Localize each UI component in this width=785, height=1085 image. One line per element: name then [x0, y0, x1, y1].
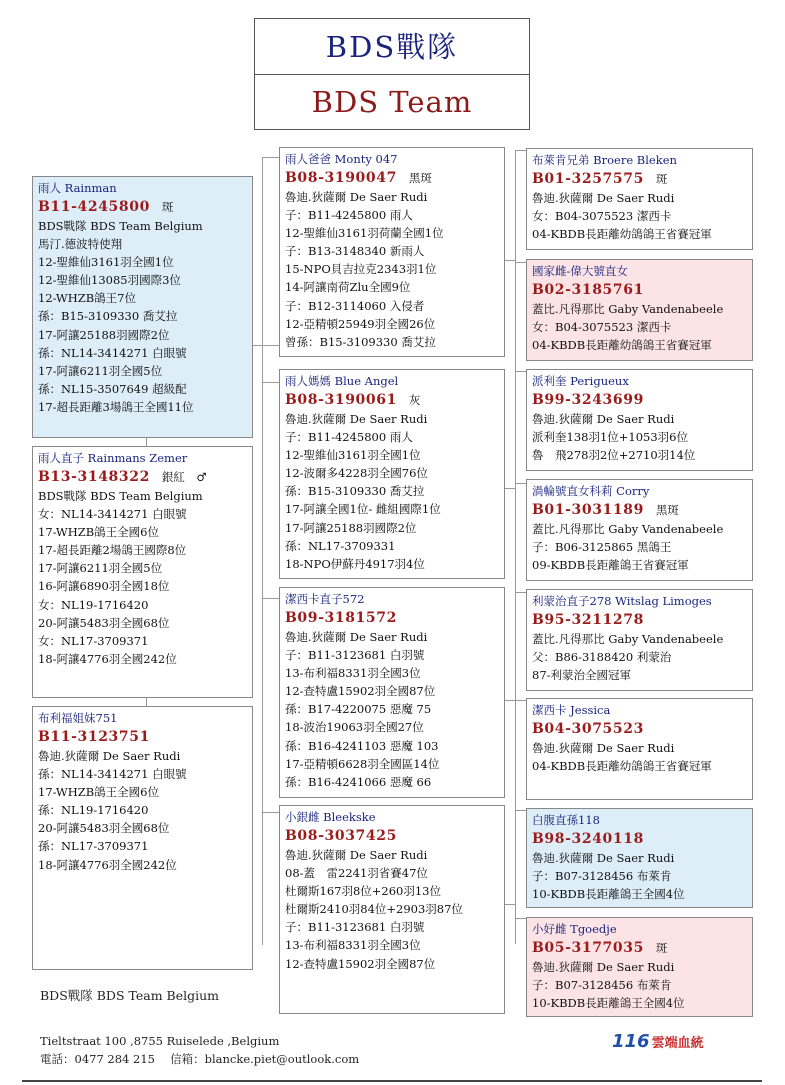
ring-number-row	[38, 197, 247, 217]
ring-number: B05-3177035	[532, 940, 644, 956]
ring-number-row	[532, 280, 747, 300]
pigeon-detail-line: 孫：NL19-1716420	[38, 803, 149, 818]
pigeon-card-grandsire-ss	[526, 148, 753, 250]
pigeon-detail-line: 15-NPO貝吉拉克2343羽1位	[285, 262, 437, 277]
connector-line	[505, 260, 515, 261]
pigeon-detail-line: 子：B12-3114060 入侵者	[285, 298, 425, 313]
pigeon-detail-line: 18-阿讓4776羽全國242位	[38, 651, 177, 666]
connector-line	[515, 371, 526, 372]
pigeon-detail-line: 孫：B16-4241066 惡魔 66	[285, 774, 432, 789]
pigeon-detail-line: 魯迪.狄薩爾 De Saer Rudi	[532, 960, 675, 974]
pigeon-detail-line: 12-亞精頓25949羽全國26位	[285, 316, 436, 331]
pigeon-detail-line: 魯迪.狄薩爾 De Saer Rudi	[38, 749, 181, 763]
pigeon-card-sire	[279, 147, 505, 357]
pigeon-detail-line: 17-阿讓25188羽國際2位	[38, 327, 170, 342]
pigeon-detail-line: 孫：NL17-3709331	[285, 538, 396, 553]
pigeon-card-mate	[279, 587, 505, 798]
pigeon-lines	[532, 520, 747, 574]
pigeon-detail-line: 20-阿讓5483羽全國68位	[38, 821, 170, 836]
pigeon-lines	[38, 487, 247, 668]
ring-number-row	[285, 168, 499, 188]
pigeon-name: 渦輪號直女科莉 Corry	[532, 484, 650, 498]
connector-line	[252, 345, 262, 346]
pigeon-detail-line: 17-阿讓6211羽全國5位	[38, 363, 163, 378]
ring-number: B08-3037425	[285, 828, 397, 844]
pigeon-detail-line: 04-KBDB長距離幼鴿鴿王省賽冠軍	[532, 227, 712, 242]
pigeon-detail-line: 子：B07-3128456 布萊肯	[532, 869, 672, 884]
pigeon-name: 派利奎 Perigueux	[532, 374, 629, 388]
pigeon-detail-line: BDS戰隊 BDS Team Belgium	[38, 489, 203, 503]
pigeon-detail-line: 04-KBDB長距離幼鴿鴿王省賽冠軍	[532, 759, 712, 774]
pigeon-name: 白腹直孫118	[532, 813, 600, 827]
pigeon-lines	[532, 300, 747, 354]
pigeon-detail-line: 孫：B16-4241103 惡魔 103	[285, 738, 439, 753]
pigeon-card-mate-sire	[526, 589, 753, 691]
color: 斑	[161, 200, 174, 214]
pigeon-name: 潔西卡直子572	[285, 592, 365, 606]
color: 灰	[408, 393, 421, 407]
ring-number-row	[532, 829, 747, 849]
pigeon-detail-line: 子：B11-4245800 雨人	[285, 208, 413, 223]
pigeon-detail-line: 魯迪.狄薩爾 De Saer Rudi	[285, 190, 428, 204]
ring-number: B08-3190047	[285, 170, 397, 186]
pigeon-detail-line: 派利奎138羽1位+1053羽6位	[532, 430, 688, 445]
pigeon-detail-line: 17-WHZB鴿王全國6位	[38, 785, 159, 800]
pigeon-detail-line: 04-KBDB長距離幼鴿鴿王省賽冠軍	[532, 338, 712, 353]
pigeon-detail-line: 08-蓋 雷2241羽省賽47位	[285, 866, 428, 881]
pigeon-detail-line: 女：NL19-1716420	[38, 597, 149, 612]
ring-number: B01-3257575	[532, 171, 644, 187]
pigeon-lines	[285, 410, 499, 573]
pigeon-detail-line: 魯迪.狄薩爾 De Saer Rudi	[532, 191, 675, 205]
footer-team-name: BDS戰隊 BDS Team Belgium	[40, 988, 220, 1003]
connector-line	[515, 150, 526, 151]
pigeon-detail-line: 20-阿讓5483羽全國68位	[38, 615, 170, 630]
color: 黑斑	[655, 503, 679, 517]
connector-line	[505, 904, 515, 905]
connector-line	[515, 592, 526, 593]
ring-number-row	[532, 390, 747, 410]
pigeon-detail-line: 17-亞精頓6628羽全國區14位	[285, 756, 440, 771]
pigeon-name: 布萊肯兄弟 Broere Bleken	[532, 153, 677, 167]
connector-line	[515, 918, 526, 919]
pigeon-name: 雨人 Rainman	[38, 181, 117, 195]
pigeon-detail-line: 子：B07-3128456 布萊肯	[532, 978, 672, 993]
pigeon-detail-line: 父：B86-3188420 利蒙治	[532, 650, 672, 665]
pigeon-card-bleekske-dam	[526, 917, 753, 1017]
pigeon-detail-line: 魯迪.狄薩爾 De Saer Rudi	[285, 412, 428, 426]
pigeon-detail-line: 12-波爾多4228羽全國76位	[285, 466, 428, 481]
pigeon-lines	[532, 630, 747, 684]
pigeon-lines	[532, 739, 747, 775]
pigeon-detail-line: 魯迪.狄薩爾 De Saer Rudi	[532, 741, 675, 755]
color: 銀紅 ♂	[161, 470, 207, 484]
pigeon-detail-line: 女：B04-3075523 潔西卡	[532, 209, 672, 224]
pigeon-detail-line: 87-利蒙治全國冠軍	[532, 668, 632, 683]
pigeon-lines	[532, 410, 747, 464]
ring-number-row	[285, 390, 499, 410]
ring-number-row	[532, 169, 747, 189]
pigeon-detail-line: 孫：NL15-3507649 超級配	[38, 381, 187, 396]
connector-line	[515, 262, 526, 263]
connector-line	[515, 483, 526, 484]
pigeon-detail-line: 12-聖維仙3161羽全國1位	[285, 448, 421, 463]
connector-line	[505, 488, 515, 489]
connector-line	[515, 150, 516, 944]
pigeon-detail-line: 魯迪.狄薩爾 De Saer Rudi	[285, 848, 428, 862]
connector-line	[515, 700, 526, 701]
pigeon-detail-line: 子：B13-3148340 新雨人	[285, 244, 425, 259]
pigeon-detail-line: 曾孫：B15-3109330 喬艾拉	[285, 334, 436, 349]
pigeon-name: 雨人爸爸 Monty 047	[285, 152, 398, 166]
pigeon-card-granddam-dd	[526, 479, 753, 581]
pigeon-detail-line: 17-阿讓6211羽全國5位	[38, 561, 163, 576]
pigeon-detail-line: 12-聖維仙3161羽荷蘭全國1位	[285, 226, 444, 241]
pigeon-detail-line: 13-布利福8331羽全國3位	[285, 938, 421, 953]
ring-number: B13-3148322	[38, 469, 150, 485]
connector-line	[262, 157, 263, 945]
ring-number: B09-3181572	[285, 610, 397, 626]
pigeon-detail-line: 10-KBDB長距離鴿王全國4位	[532, 887, 685, 902]
pigeon-detail-line: 18-阿讓4776羽全國242位	[38, 857, 177, 872]
pigeon-detail-line: 魯迪.狄薩爾 De Saer Rudi	[285, 630, 428, 644]
pigeon-name: 潔西卡 Jessica	[532, 703, 611, 717]
pigeon-lines	[532, 958, 747, 1012]
ring-number-row	[285, 826, 499, 846]
pigeon-name: 國家雌-偉大號直女	[532, 264, 628, 278]
pigeon-card-granddam-sd	[526, 259, 753, 361]
pigeon-card-bleekske-sire	[526, 808, 753, 908]
pigeon-detail-line: 17-超長距離3場鴿王全國11位	[38, 399, 194, 414]
pigeon-detail-line: 魯迪.狄薩爾 De Saer Rudi	[532, 851, 675, 865]
pigeon-name: 小好雌 Tgoedje	[532, 922, 617, 936]
pigeon-lines	[532, 189, 747, 243]
pigeon-lines	[532, 849, 747, 903]
pigeon-name: 利蒙治直子278 Witslag Limoges	[532, 594, 712, 608]
connector-line	[262, 812, 280, 813]
ring-number: B95-3211278	[532, 612, 644, 628]
pigeon-detail-line: 杜爾斯167羽8位+260羽13位	[285, 884, 441, 899]
pigeon-name: 布利福姐妹751	[38, 711, 118, 725]
pigeon-detail-line: 17-WHZB鴿王全國6位	[38, 525, 159, 540]
pigeon-detail-line: 09-KBDB長距離鴿王省賽冠軍	[532, 558, 689, 573]
pigeon-detail-line: 魯 飛278羽2位+2710羽14位	[532, 448, 696, 463]
ring-number-row	[38, 467, 247, 487]
pigeon-detail-line: 16-阿讓6890羽全國18位	[38, 579, 170, 594]
pigeon-detail-line: 子：B11-4245800 雨人	[285, 430, 413, 445]
footer-phone-email: 電話：0477 284 215 信箱：blancke.piet@outlook.com	[40, 1052, 360, 1066]
pigeon-lines	[285, 628, 499, 791]
pigeon-detail-line: 14-阿讓南荷Zlu全國9位	[285, 280, 411, 295]
pigeon-detail-line: 蓋比.凡得那比 Gaby Vandenabeele	[532, 632, 724, 646]
pigeon-detail-line: 10-KBDB長距離鴿王全國4位	[532, 996, 685, 1011]
pigeon-lines	[38, 217, 247, 416]
pigeon-detail-line: 12-WHZB鴿王7位	[38, 291, 136, 306]
ring-number: B02-3185761	[532, 282, 644, 298]
pigeon-detail-line: 12-聖維仙13085羽國際3位	[38, 273, 181, 288]
ring-number-row	[532, 500, 747, 520]
pigeon-detail-line: 18-波治19063羽全國27位	[285, 720, 424, 735]
pigeon-name: 雨人媽媽 Blue Angel	[285, 374, 399, 388]
pigeon-detail-line: 女：NL14-3414271 白眼號	[38, 507, 187, 522]
pigeon-detail-line: 孫：B15-3109330 喬艾拉	[285, 484, 425, 499]
pigeon-detail-line: 12-查特盧15902羽全國87位	[285, 956, 436, 971]
bottom-divider	[22, 1080, 762, 1082]
color: 斑	[655, 172, 668, 186]
pigeon-card-grandsire-ds	[526, 369, 753, 471]
pigeon-detail-line: BDS戰隊 BDS Team Belgium	[38, 219, 203, 233]
pigeon-detail-line: 孫：NL17-3709371	[38, 839, 149, 854]
header-box	[254, 18, 530, 130]
ring-number: B99-3243699	[532, 392, 644, 408]
footer-address: Tieltstraat 100 ,8755 Ruiselede ,Belgium	[40, 1034, 280, 1048]
ring-number: B11-3123751	[38, 729, 150, 745]
logo-number: 116	[612, 1031, 650, 1052]
pigeon-detail-line: 魯迪.狄薩爾 De Saer Rudi	[532, 412, 675, 426]
pigeon-detail-line: 12-聖維仙3161羽全國1位	[38, 255, 174, 270]
ring-number: B11-4245800	[38, 199, 150, 215]
ring-number-row	[532, 719, 747, 739]
ring-number: B98-3240118	[532, 831, 644, 847]
pigeon-detail-line: 17-阿讓全國1位- 雌組國際1位	[285, 502, 441, 517]
ring-number-row	[38, 727, 247, 747]
connector-line	[262, 345, 280, 346]
ring-number-row	[285, 608, 499, 628]
pigeon-detail-line: 孫：B17-4220075 惡魔 75	[285, 702, 432, 717]
pigeon-detail-line: 杜爾斯2410羽84位+2903羽87位	[285, 902, 463, 917]
pigeon-card-sister	[32, 706, 253, 970]
logo	[612, 1031, 704, 1052]
connector-line	[262, 598, 280, 599]
pigeon-detail-line: 孫：NL14-3414271 白眼號	[38, 767, 187, 782]
pigeon-detail-line: 蓋比.凡得那比 Gaby Vandenabeele	[532, 302, 724, 316]
pigeon-detail-line: 蓋比.凡得那比 Gaby Vandenabeele	[532, 522, 724, 536]
pigeon-lines	[285, 188, 499, 351]
color: 斑	[655, 941, 668, 955]
pigeon-card-mate-dam	[526, 698, 753, 800]
ring-number: B01-3031189	[532, 502, 644, 518]
connector-line	[262, 157, 280, 158]
pigeon-detail-line: 12-查特盧15902羽全國87位	[285, 684, 436, 699]
pigeon-detail-line: 17-超長距離2場鴿王國際8位	[38, 543, 187, 558]
pigeon-detail-line: 孫：NL14-3414271 白眼號	[38, 345, 187, 360]
pigeon-detail-line: 女：B04-3075523 潔西卡	[532, 320, 672, 335]
pigeon-detail-line: 18-NPO伊蘇丹4917羽4位	[285, 556, 425, 571]
header-title-en: BDS Team	[311, 85, 473, 119]
pigeon-detail-line: 子：B11-3123681 白羽號	[285, 648, 425, 663]
pigeon-lines	[38, 747, 247, 874]
pigeon-card-bleekske	[279, 805, 505, 1014]
pigeon-name: 雨人直子 Rainmans Zemer	[38, 451, 188, 465]
pigeon-card-dam	[279, 369, 505, 579]
pigeon-card-brother	[32, 446, 253, 698]
connector-line	[515, 810, 526, 811]
pigeon-detail-line: 子：B06-3125865 黑鴿王	[532, 540, 672, 555]
pigeon-detail-line: 孫：B15-3109330 喬艾拉	[38, 309, 178, 324]
pigeon-detail-line: 13-布利福8331羽全國3位	[285, 666, 421, 681]
ring-number-row	[532, 938, 747, 958]
pigeon-card-subject	[32, 176, 253, 438]
connector-line	[505, 700, 515, 701]
logo-text: 雲端血統	[651, 1036, 704, 1051]
connector-line	[262, 382, 280, 383]
pigeon-detail-line: 17-阿讓25188羽國際2位	[285, 520, 417, 535]
pigeon-name: 小銀雌 Bleekske	[285, 810, 376, 824]
color: 黑斑	[408, 171, 432, 185]
ring-number-row	[532, 610, 747, 630]
pigeon-detail-line: 子：B11-3123681 白羽號	[285, 920, 425, 935]
pigeon-detail-line: 馬汀.德波特使翔	[38, 237, 123, 252]
ring-number: B04-3075523	[532, 721, 644, 737]
ring-number: B08-3190061	[285, 392, 397, 408]
header-title-cn: BDS戰隊	[255, 19, 529, 75]
footer-contact	[40, 1032, 359, 1068]
pigeon-lines	[285, 846, 499, 973]
pigeon-detail-line: 女：NL17-3709371	[38, 633, 149, 648]
